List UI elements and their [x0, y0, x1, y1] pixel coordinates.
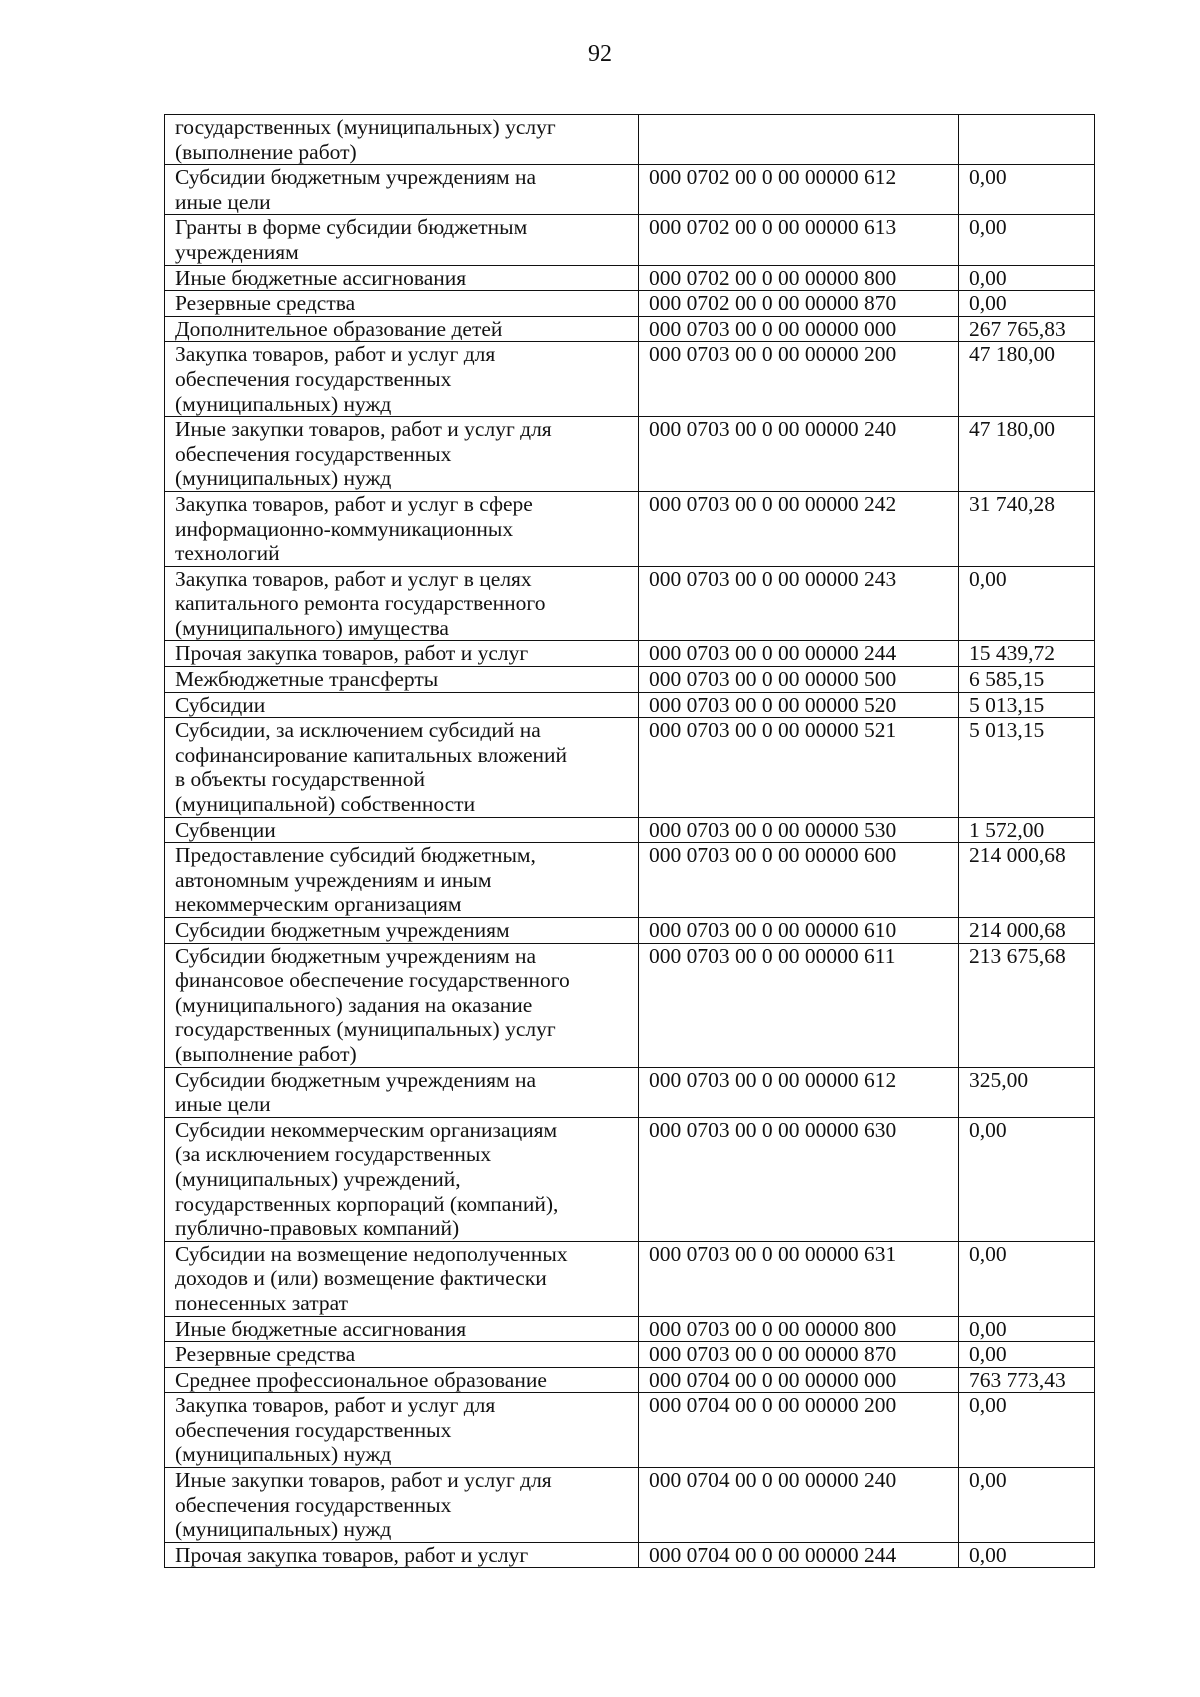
table-row [165, 692, 1095, 718]
expense-name-cell: Иные бюджетные ассигнования [165, 265, 639, 291]
expense-name-cell: Субсидии [165, 692, 639, 718]
table-row [165, 817, 1095, 843]
amount-cell: 213 675,68 [959, 943, 1095, 1067]
table-row [165, 316, 1095, 342]
table-row [165, 491, 1095, 566]
table-row [165, 215, 1095, 265]
budget-code-cell: 000 0704 00 0 00 00000 240 [639, 1468, 959, 1543]
budget-code-cell: 000 0704 00 0 00 00000 200 [639, 1393, 959, 1468]
table-row [165, 918, 1095, 944]
table-row [165, 342, 1095, 417]
table-row [165, 1468, 1095, 1543]
table-row [165, 667, 1095, 693]
expense-name-cell: Резервные средства [165, 291, 639, 317]
budget-code-cell: 000 0703 00 0 00 00000 800 [639, 1316, 959, 1342]
expense-name-cell: Закупка товаров, работ и услуг в целях капитального ремонта государственного (муниципального) имущества [165, 566, 639, 641]
budget-code-cell: 000 0703 00 0 00 00000 600 [639, 843, 959, 918]
amount-cell: 0,00 [959, 566, 1095, 641]
budget-code-cell: 000 0703 00 0 00 00000 240 [639, 417, 959, 492]
table-row [165, 843, 1095, 918]
expense-name-cell: Субсидии, за исключением субсидий на софинансирование капитальных вложений в объекты государственной (муниципальной) собственности [165, 718, 639, 817]
expense-name-cell: Закупка товаров, работ и услуг для обеспечения государственных (муниципальных) нужд [165, 342, 639, 417]
amount-cell: 0,00 [959, 1342, 1095, 1368]
amount-cell: 0,00 [959, 265, 1095, 291]
amount-cell: 0,00 [959, 1241, 1095, 1316]
amount-cell: 0,00 [959, 1393, 1095, 1468]
table-row [165, 1367, 1095, 1393]
table-row [165, 1316, 1095, 1342]
expense-name-cell: Субсидии бюджетным учреждениям на иные цели [165, 1067, 639, 1117]
budget-table [164, 114, 1095, 1568]
amount-cell: 6 585,15 [959, 667, 1095, 693]
expense-name-cell: Субсидии некоммерческим организациям (за исключением государственных (муниципальных) учреждений, государственных корпораций (компаний), публично-правовых компаний) [165, 1117, 639, 1241]
budget-code-cell: 000 0704 00 0 00 00000 244 [639, 1542, 959, 1568]
budget-code-cell: 000 0703 00 0 00 00000 631 [639, 1241, 959, 1316]
amount-cell: 0,00 [959, 1117, 1095, 1241]
budget-code-cell: 000 0703 00 0 00 00000 530 [639, 817, 959, 843]
expense-name-cell: Иные закупки товаров, работ и услуг для обеспечения государственных (муниципальных) нужд [165, 1468, 639, 1543]
amount-cell [959, 115, 1095, 165]
amount-cell: 267 765,83 [959, 316, 1095, 342]
amount-cell: 1 572,00 [959, 817, 1095, 843]
table-row [165, 641, 1095, 667]
table-row [165, 265, 1095, 291]
budget-code-cell: 000 0703 00 0 00 00000 630 [639, 1117, 959, 1241]
budget-code-cell: 000 0702 00 0 00 00000 612 [639, 165, 959, 215]
expense-name-cell: Субсидии бюджетным учреждениям [165, 918, 639, 944]
budget-code-cell: 000 0703 00 0 00 00000 243 [639, 566, 959, 641]
expense-name-cell: Среднее профессиональное образование [165, 1367, 639, 1393]
budget-code-cell: 000 0703 00 0 00 00000 000 [639, 316, 959, 342]
budget-code-cell: 000 0703 00 0 00 00000 612 [639, 1067, 959, 1117]
budget-code-cell: 000 0703 00 0 00 00000 242 [639, 491, 959, 566]
expense-name-cell: Субсидии бюджетным учреждениям на финансовое обеспечение государственного (муниципального) задания на оказание государственных (муниципальных) услуг (выполнение работ) [165, 943, 639, 1067]
expense-name-cell: Субвенции [165, 817, 639, 843]
budget-code-cell: 000 0703 00 0 00 00000 611 [639, 943, 959, 1067]
amount-cell: 0,00 [959, 1316, 1095, 1342]
expense-name-cell: Субсидии на возмещение недополученных доходов и (или) возмещение фактически понесенных затрат [165, 1241, 639, 1316]
budget-code-cell: 000 0703 00 0 00 00000 500 [639, 667, 959, 693]
budget-code-cell: 000 0702 00 0 00 00000 613 [639, 215, 959, 265]
expense-name-cell: Закупка товаров, работ и услуг для обеспечения государственных (муниципальных) нужд [165, 1393, 639, 1468]
budget-code-cell: 000 0703 00 0 00 00000 200 [639, 342, 959, 417]
budget-code-cell: 000 0703 00 0 00 00000 244 [639, 641, 959, 667]
table-row [165, 165, 1095, 215]
amount-cell: 5 013,15 [959, 718, 1095, 817]
amount-cell: 214 000,68 [959, 918, 1095, 944]
amount-cell: 5 013,15 [959, 692, 1095, 718]
expense-name-cell: Прочая закупка товаров, работ и услуг [165, 1542, 639, 1568]
budget-code-cell: 000 0703 00 0 00 00000 870 [639, 1342, 959, 1368]
table-row [165, 1393, 1095, 1468]
amount-cell: 0,00 [959, 1468, 1095, 1543]
expense-name-cell: Дополнительное образование детей [165, 316, 639, 342]
budget-code-cell: 000 0703 00 0 00 00000 521 [639, 718, 959, 817]
budget-code-cell: 000 0702 00 0 00 00000 800 [639, 265, 959, 291]
amount-cell: 214 000,68 [959, 843, 1095, 918]
amount-cell: 0,00 [959, 291, 1095, 317]
amount-cell: 0,00 [959, 215, 1095, 265]
budget-code-cell: 000 0703 00 0 00 00000 520 [639, 692, 959, 718]
table-row [165, 115, 1095, 165]
expense-name-cell: Межбюджетные трансферты [165, 667, 639, 693]
table-row [165, 291, 1095, 317]
table-row [165, 1117, 1095, 1241]
budget-code-cell: 000 0703 00 0 00 00000 610 [639, 918, 959, 944]
expense-name-cell: Иные бюджетные ассигнования [165, 1316, 639, 1342]
budget-code-cell: 000 0702 00 0 00 00000 870 [639, 291, 959, 317]
budget-code-cell [639, 115, 959, 165]
expense-name-cell: Резервные средства [165, 1342, 639, 1368]
expense-name-cell: Предоставление субсидий бюджетным, автономным учреждениям и иным некоммерческим организациям [165, 843, 639, 918]
expense-name-cell: государственных (муниципальных) услуг (выполнение работ) [165, 115, 639, 165]
table-row [165, 943, 1095, 1067]
expense-name-cell: Прочая закупка товаров, работ и услуг [165, 641, 639, 667]
expense-name-cell: Закупка товаров, работ и услуг в сфере информационно-коммуникационных технологий [165, 491, 639, 566]
budget-table-body [165, 115, 1095, 1568]
amount-cell: 15 439,72 [959, 641, 1095, 667]
table-row [165, 417, 1095, 492]
amount-cell: 0,00 [959, 165, 1095, 215]
expense-name-cell: Гранты в форме субсидии бюджетным учреждениям [165, 215, 639, 265]
table-row [165, 566, 1095, 641]
amount-cell: 31 740,28 [959, 491, 1095, 566]
table-row [165, 1342, 1095, 1368]
expense-name-cell: Иные закупки товаров, работ и услуг для обеспечения государственных (муниципальных) нужд [165, 417, 639, 492]
table-row [165, 1241, 1095, 1316]
amount-cell: 47 180,00 [959, 342, 1095, 417]
amount-cell: 47 180,00 [959, 417, 1095, 492]
budget-code-cell: 000 0704 00 0 00 00000 000 [639, 1367, 959, 1393]
table-row [165, 1542, 1095, 1568]
page-number: 92 [588, 41, 612, 67]
table-row [165, 1067, 1095, 1117]
amount-cell: 763 773,43 [959, 1367, 1095, 1393]
amount-cell: 0,00 [959, 1542, 1095, 1568]
table-row [165, 718, 1095, 817]
expense-name-cell: Субсидии бюджетным учреждениям на иные цели [165, 165, 639, 215]
amount-cell: 325,00 [959, 1067, 1095, 1117]
